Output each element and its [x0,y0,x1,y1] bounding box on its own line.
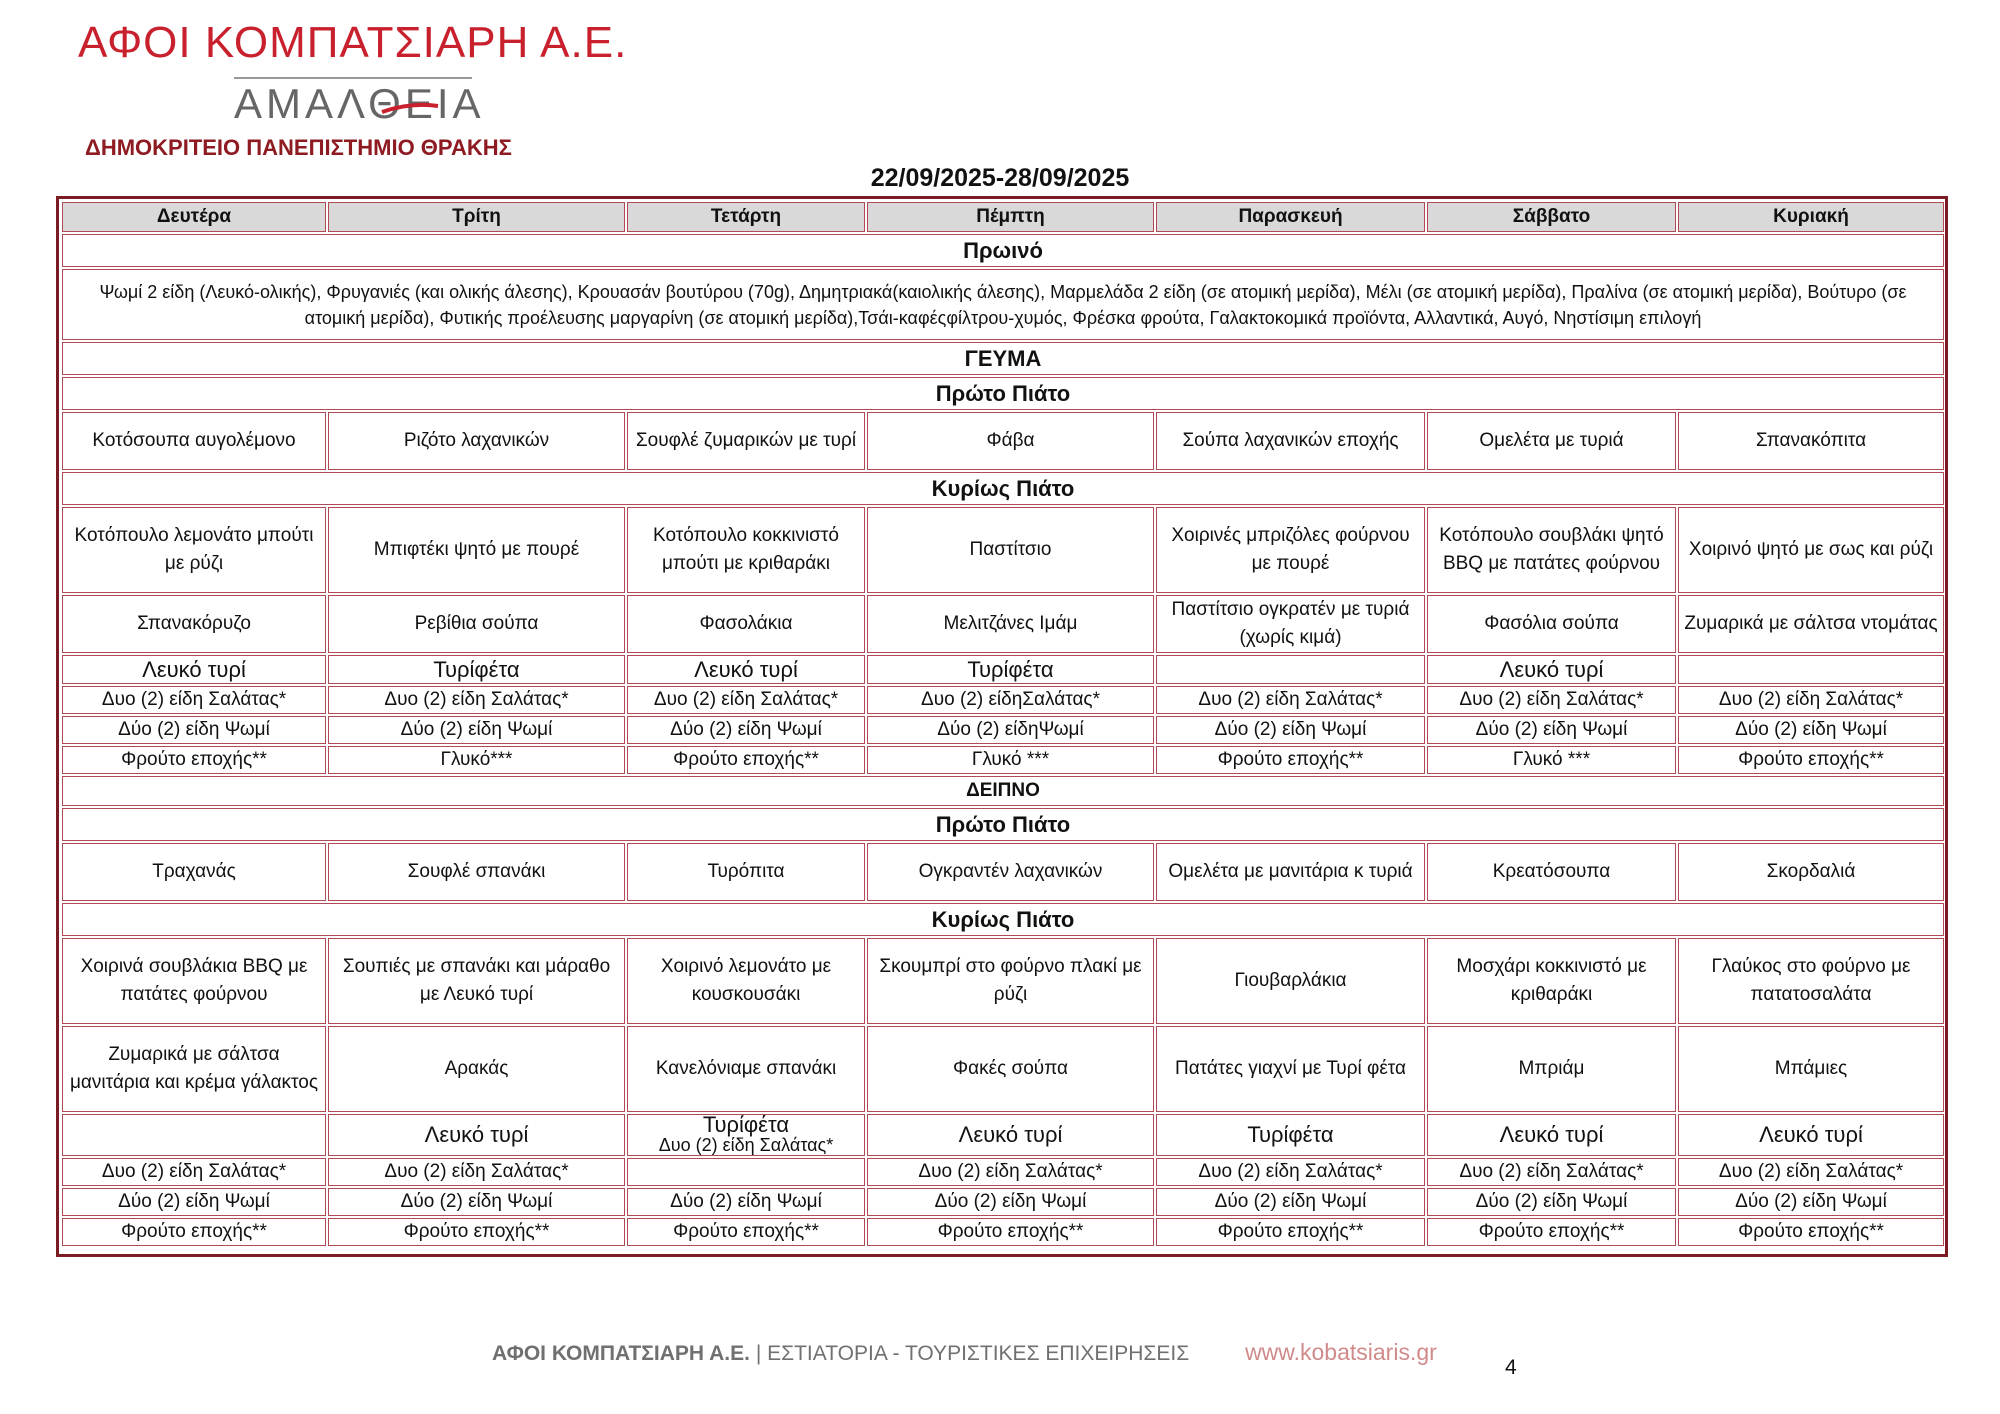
breakfast-items-row [62,269,1944,340]
footer-tagline: | ΕΣΤΙΑΤΟΡΙΑ - ΤΟΥΡΙΣΤΙΚΕΣ ΕΠΙΧΕΙΡΗΣΕΙΣ [755,1342,1190,1365]
menu-cell: Σούπα λαχανικών εποχής [1156,412,1425,470]
menu-cell: Τυρίφέτα [867,655,1154,684]
days-header-row [62,202,1944,232]
menu-cell: Λευκό τυρί [62,655,326,684]
menu-cell: Μελιτζάνες Ιμάμ [867,595,1154,653]
lunch-bread-row [62,716,1944,744]
menu-cell: Μοσχάρι κοκκινιστό με κριθαράκι [1427,938,1676,1024]
menu-cell: Τυρίφέτα [1156,1114,1425,1156]
menu-cell: Παστίτσιο [867,507,1154,593]
menu-cell: Χοιρινό λεμονάτο με κουσκουσάκι [627,938,865,1024]
day-header: Τρίτη [328,202,625,232]
menu-cell: Φασολάκια [627,595,865,653]
menu-cell: Κοτόπουλο λεμονάτο μπούτι με ρύζι [62,507,326,593]
menu-cell [62,1114,326,1156]
day-header: Πέμπτη [867,202,1154,232]
dinner-main-title-row [62,903,1944,936]
menu-cell: Ρεβίθια σούπα [328,595,625,653]
menu-cell: Δυο (2) είδη Σαλάτας* [1678,686,1944,714]
menu-cell: Μπριάμ [1427,1026,1676,1112]
menu-cell: Ογκραντέν λαχανικών [867,843,1154,901]
menu-cell: Φρούτο εποχής** [1156,746,1425,774]
menu-cell [627,1114,865,1156]
menu-cell: Λευκό τυρί [627,655,865,684]
menu-cell-cheese: Τυρίφέτα [702,1114,790,1137]
menu-cell: Γιουβαρλάκια [1156,938,1425,1024]
menu-cell: Φρούτο εποχής** [62,1218,326,1246]
lunch-title: ΓΕΥΜΑ [62,342,1944,375]
breakfast-title-row [62,234,1944,267]
dinner-bread-row [62,1188,1944,1216]
menu-cell: Δύο (2) είδη Ψωμί [1427,1188,1676,1216]
day-header: Δευτέρα [62,202,326,232]
lunch-main-title-row [62,472,1944,505]
menu-cell: Κοτόπουλο κοκκινιστό μπούτι με κριθαράκι [627,507,865,593]
menu-cell: Σουφλέ ζυμαρικών με τυρί [627,412,865,470]
menu-cell: Μπάμιες [1678,1026,1944,1112]
menu-cell [1156,655,1425,684]
dinner-title: ΔΕΙΠΝΟ [62,776,1944,806]
lunch-cheese-row [62,655,1944,684]
menu-cell: Σουφλέ σπανάκι [328,843,625,901]
menu-cell: Φρούτο εποχής** [1678,1218,1944,1246]
dinner-first-title: Πρώτο Πιάτο [62,808,1944,841]
menu-cell: Σκορδαλιά [1678,843,1944,901]
dinner-cheese-row [62,1114,1944,1156]
menu-cell: Ζυμαρικά με σάλτσα μανιτάρια και κρέμα γάλακτος [62,1026,326,1112]
menu-cell: Φρούτο εποχής** [62,746,326,774]
menu-cell: Φρούτο εποχής** [627,746,865,774]
menu-cell: Λευκό τυρί [328,1114,625,1156]
menu-cell: Δυο (2) είδη Σαλάτας* [1156,686,1425,714]
menu-cell: Δυο (2) είδη Σαλάτας* [1427,1158,1676,1186]
menu-cell: Δυο (2) είδη Σαλάτας* [328,686,625,714]
menu-cell: Δύο (2) είδη Ψωμί [1156,716,1425,744]
menu-cell: Δυο (2) είδη Σαλάτας* [1427,686,1676,714]
menu-cell: Γλυκό *** [867,746,1154,774]
menu-cell: Δυο (2) είδη Σαλάτας* [1156,1158,1425,1186]
lunch-title-row [62,342,1944,375]
menu-cell: Δύο (2) είδη Ψωμί [62,716,326,744]
menu-cell [627,1158,865,1186]
menu-cell: Φρούτο εποχής** [867,1218,1154,1246]
brand-logo-text: ΑΜΑΛΘΕΙΑ [234,80,485,127]
menu-cell: Δυο (2) είδη Σαλάτας* [62,1158,326,1186]
weekly-menu-table [60,200,1946,1248]
menu-cell: Φασόλια σούπα [1427,595,1676,653]
dinner-main-title: Κυρίως Πιάτο [62,903,1944,936]
lunch-alt-row [62,595,1944,653]
menu-cell: Ομελέτα με τυριά [1427,412,1676,470]
menu-cell: Δύο (2) είδη Ψωμί [627,1188,865,1216]
menu-cell: Γλυκό *** [1427,746,1676,774]
menu-cell: Δυο (2) είδη Σαλάτας* [328,1158,625,1186]
day-header: Τετάρτη [627,202,865,232]
menu-cell: Φρούτο εποχής** [1427,1218,1676,1246]
menu-cell: Δύο (2) είδη Ψωμί [627,716,865,744]
menu-cell: Δύο (2) είδη Ψωμί [1427,716,1676,744]
lunch-dessert-row [62,746,1944,774]
menu-cell: Κανελόνιαμε σπανάκι [627,1026,865,1112]
menu-cell: Κοτόπουλο σουβλάκι ψητό BBQ με πατάτες φούρνου [1427,507,1676,593]
lunch-first-title: Πρώτο Πιάτο [62,377,1944,410]
menu-cell: Φρούτο εποχής** [627,1218,865,1246]
menu-cell: Χοιρινό ψητό με σως και ρύζι [1678,507,1944,593]
menu-cell [1678,655,1944,684]
menu-cell: Δύο (2) είδη Ψωμί [62,1188,326,1216]
dinner-dessert-row [62,1218,1944,1246]
menu-cell: Δύο (2) είδη Ψωμί [328,716,625,744]
day-header: Κυριακή [1678,202,1944,232]
company-logo-text: ΑΦΟΙ ΚΟΜΠΑΤΣΙΑΡΗ Α.Ε. [78,18,628,67]
menu-cell: Σπανακόρυζο [62,595,326,653]
lunch-main-row [62,507,1944,593]
menu-cell: Σουπιές με σπανάκι και μάραθο με Λευκό τυρί [328,938,625,1024]
menu-cell: Αρακάς [328,1026,625,1112]
menu-cell: Δύο (2) είδη Ψωμί [1678,716,1944,744]
footer-company: ΑΦΟΙ ΚΟΜΠΑΤΣΙΑΡΗ Α.Ε. [492,1342,750,1365]
menu-cell: Ομελέτα με μανιτάρια κ τυριά [1156,843,1425,901]
menu-cell: Λευκό τυρί [1427,655,1676,684]
menu-cell: Λευκό τυρί [1678,1114,1944,1156]
menu-cell: Φρούτο εποχής** [1678,746,1944,774]
menu-cell: Λευκό τυρί [867,1114,1154,1156]
menu-cell: Τυρίφέτα [328,655,625,684]
menu-cell: Δυο (2) είδη Σαλάτας* [62,686,326,714]
lunch-first-title-row [62,377,1944,410]
menu-cell-salad: Δυο (2) είδη Σαλάτας* [658,1135,834,1155]
day-header: Σάββατο [1427,202,1676,232]
menu-cell: Δυο (2) είδη Σαλάτας* [627,686,865,714]
menu-cell: Δύο (2) είδη Ψωμί [1156,1188,1425,1216]
brand-swoosh-icon [380,100,440,116]
lunch-main-title: Κυρίως Πιάτο [62,472,1944,505]
breakfast-title: Πρωινό [62,234,1944,267]
menu-cell: Παστίτσιο ογκρατέν με τυριά (χωρίς κιμά) [1156,595,1425,653]
dinner-alt-row [62,1026,1944,1112]
menu-cell: Φάβα [867,412,1154,470]
menu-cell: Δύο (2) είδη Ψωμί [328,1188,625,1216]
menu-cell: Δυο (2) είδη Σαλάτας* [867,1158,1154,1186]
menu-cell: Πατάτες γιαχνί με Τυρί φέτα [1156,1026,1425,1112]
menu-cell: Δύο (2) είδη Ψωμί [867,1188,1154,1216]
menu-cell: Φρούτο εποχής** [1156,1218,1425,1246]
breakfast-items: Ψωμί 2 είδη (Λευκό-ολικής), Φρυγανιές (και ολικής άλεσης), Κρουασάν βουτύρου (70g), Δημητριακά(καιολικής άλεσης), Μαρμελάδα 2 είδη (σε ατομική μερίδα), Μέλι (σε ατομική μερίδα), Πραλίνα (σε ατομική μερίδα), Βούτυρο (σε ατομική μερίδα), Φυτικής προέλευσης μαργαρίνη (σε ατομική μερίδα),Τσάι-καφέςφίλτρου-χυμός, Φρέσκα φρούτα, Γαλακτοκομικά προϊόντα, Αλλαντικά, Αυγό, Νηστίσιμη επιλογή [62,269,1944,340]
university-title: ΔΗΜΟΚΡΙΤΕΙΟ ΠΑΝΕΠΙΣΤΗΜΙΟ ΘΡΑΚΗΣ [85,135,512,160]
dinner-main-row [62,938,1944,1024]
week-range: 22/09/2025-28/09/2025 [870,164,1130,192]
menu-cell: Γλυκό*** [328,746,625,774]
menu-cell: Χοιρινά σουβλάκια BBQ με πατάτες φούρνου [62,938,326,1024]
dinner-first-row [62,843,1944,901]
lunch-first-row [62,412,1944,470]
menu-cell: Φρούτο εποχής** [328,1218,625,1246]
menu-cell: Τυρόπιτα [627,843,865,901]
menu-cell: Σκουμπρί στο φούρνο πλακί με ρύζι [867,938,1154,1024]
menu-cell: Λευκό τυρί [1427,1114,1676,1156]
menu-cell: Φακές σούπα [867,1026,1154,1112]
menu-cell: Γλαύκος στο φούρνο με πατατοσαλάτα [1678,938,1944,1024]
menu-cell: Ριζότο λαχανικών [328,412,625,470]
footer-url[interactable]: www.kobatsiaris.gr [1245,1339,1437,1365]
menu-cell: Δύο (2) είδηΨωμί [867,716,1154,744]
dinner-salad-row [62,1158,1944,1186]
menu-cell: Μπιφτέκι ψητό με πουρέ [328,507,625,593]
footer [492,1339,1437,1366]
dinner-title-row [62,776,1944,806]
menu-cell: Ζυμαρικά με σάλτσα ντομάτας [1678,595,1944,653]
day-header: Παρασκευή [1156,202,1425,232]
menu-cell: Κρεατόσουπα [1427,843,1676,901]
dinner-first-title-row [62,808,1944,841]
menu-cell: Δύο (2) είδη Ψωμί [1678,1188,1944,1216]
menu-cell: Δυο (2) είδηΣαλάτας* [867,686,1154,714]
menu-cell: Σπανακόπιτα [1678,412,1944,470]
menu-cell: Τραχανάς [62,843,326,901]
menu-cell: Κοτόσουπα αυγολέμονο [62,412,326,470]
page-number: 4 [1505,1356,1517,1379]
logo-divider [234,77,472,79]
menu-cell: Χοιρινές μπριζόλες φούρνου με πουρέ [1156,507,1425,593]
lunch-salad-row [62,686,1944,714]
menu-cell: Δυο (2) είδη Σαλάτας* [1678,1158,1944,1186]
